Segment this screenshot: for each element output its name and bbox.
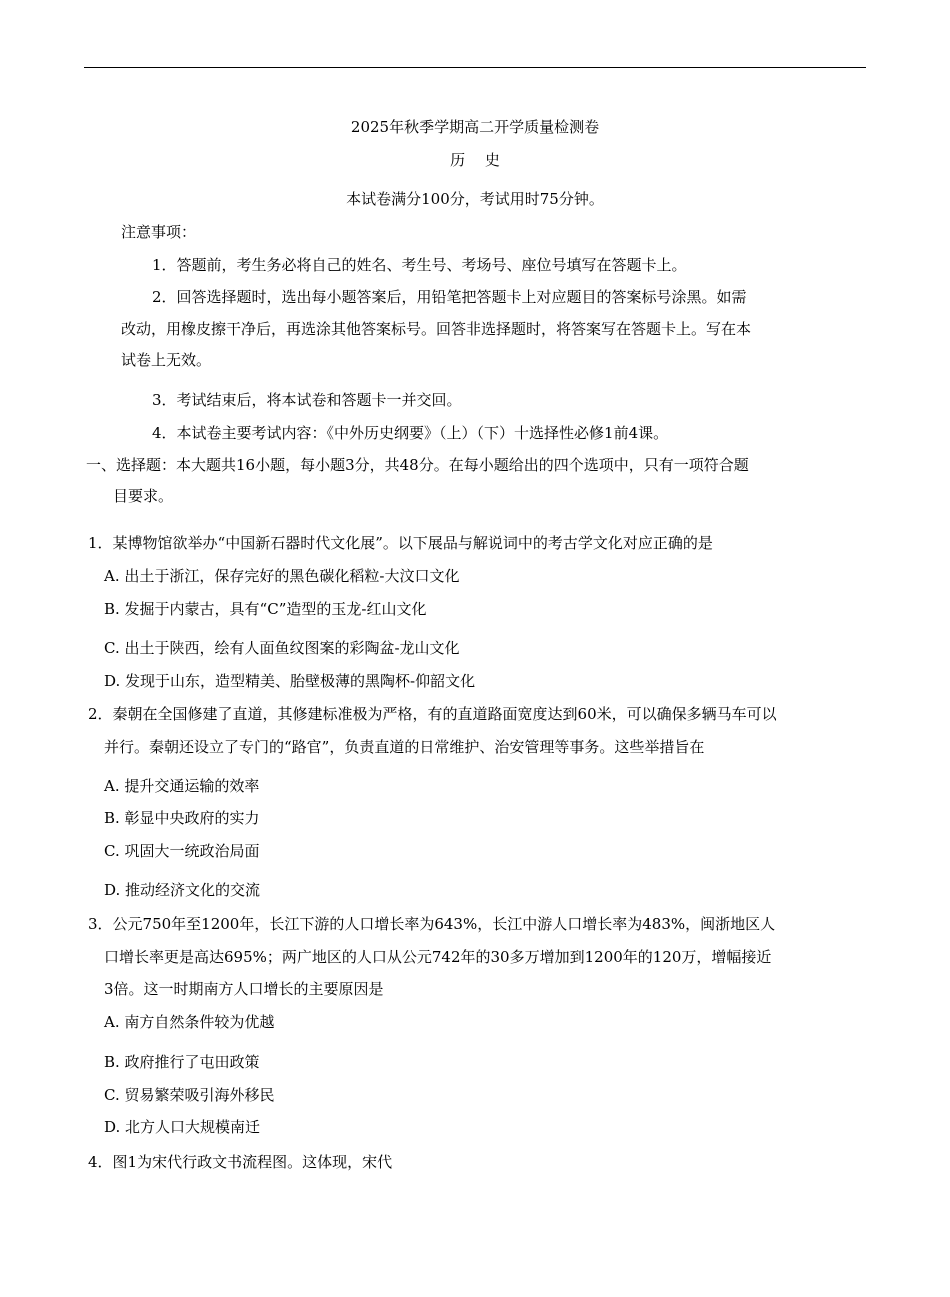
- notice-heading: 注意事项：: [121, 223, 197, 241]
- question-1-option-b: B. 发掘于内蒙古，具有“C”造型的玉龙-红山文化: [104, 600, 427, 618]
- question-2-stem-line-2: 并行。秦朝还设立了专门的“路官”，负责直道的日常维护、治安管理等事务。这些举措旨在: [104, 738, 705, 756]
- question-2-option-b: B. 彰显中央政府的实力: [104, 809, 260, 827]
- section-heading-line-2: 目要求。: [113, 487, 174, 505]
- notice-item-2-line-1: 2．回答选择题时，选出每小题答案后，用铅笔把答题卡上对应题目的答案标号涂黑。如需: [152, 288, 747, 306]
- question-3-stem-line-1: 3．公元750年至1200年，长江下游的人口增长率为643%，长江中游人口增长率为483%，闽浙地区人: [88, 915, 776, 933]
- exam-title: 2025年秋季学期高二开学质量检测卷: [350, 118, 600, 136]
- notice-item-1: 1．答题前，考生务必将自己的姓名、考生号、考场号、座位号填写在答题卡上。: [152, 256, 687, 274]
- notice-item-4: 4．本试卷主要考试内容：《中外历史纲要》（上）（下）十选择性必修1前4课。: [152, 424, 669, 442]
- question-2-option-c: C. 巩固大一统政治局面: [104, 842, 260, 860]
- question-3-stem-line-3: 3倍。这一时期南方人口增长的主要原因是: [104, 980, 384, 998]
- question-1-option-d: D. 发现于山东，造型精美、胎壁极薄的黑陶杯-仰韶文化: [104, 672, 476, 690]
- section-heading-line-1: 一、选择题：本大题共16小题，每小题3分，共48分。在每小题给出的四个选项中，只有一项符合题: [86, 456, 749, 474]
- question-1-option-c: C. 出土于陕西，绘有人面鱼纹图案的彩陶盆-龙山文化: [104, 639, 460, 657]
- question-4-stem: 4．图1为宋代行政文书流程图。这体现，宋代: [88, 1153, 393, 1171]
- question-2-option-d: D. 推动经济文化的交流: [104, 881, 261, 899]
- question-1-stem: 1．某博物馆欲举办“中国新石器时代文化展”。以下展品与解说词中的考古学文化对应正确的是: [88, 534, 713, 552]
- notice-item-2-line-3: 试卷上无效。: [121, 351, 212, 369]
- question-2-stem-line-1: 2．秦朝在全国修建了直道，其修建标准极为严格，有的直道路面宽度达到60米，可以确保多辆马车可以: [88, 705, 777, 723]
- exam-info: 本试卷满分100分，考试用时75分钟。: [346, 190, 604, 208]
- question-1-option-a: A. 出土于浙江，保存完好的黑色碳化稻粒-大汶口文化: [104, 567, 460, 585]
- notice-item-3: 3．考试结束后，将本试卷和答题卡一并交回。: [152, 391, 462, 409]
- subject-title: 历 史: [450, 151, 508, 169]
- question-3-stem-line-2: 口增长率更是高达695%；两广地区的人口从公元742年的30多万增加到1200年的120万，增幅接近: [104, 948, 772, 966]
- notice-item-2-line-2: 改动，用橡皮擦干净后，再选涂其他答案标号。回答非选择题时，将答案写在答题卡上。写在本: [121, 320, 752, 338]
- header-rule: [84, 67, 866, 68]
- question-3-option-c: C. 贸易繁荣吸引海外移民: [104, 1086, 275, 1104]
- question-3-option-a: A. 南方自然条件较为优越: [104, 1013, 275, 1031]
- question-2-option-a: A. 提升交通运输的效率: [104, 777, 260, 795]
- question-3-option-b: B. 政府推行了屯田政策: [104, 1053, 260, 1071]
- question-3-option-d: D. 北方人口大规模南迁: [104, 1118, 261, 1136]
